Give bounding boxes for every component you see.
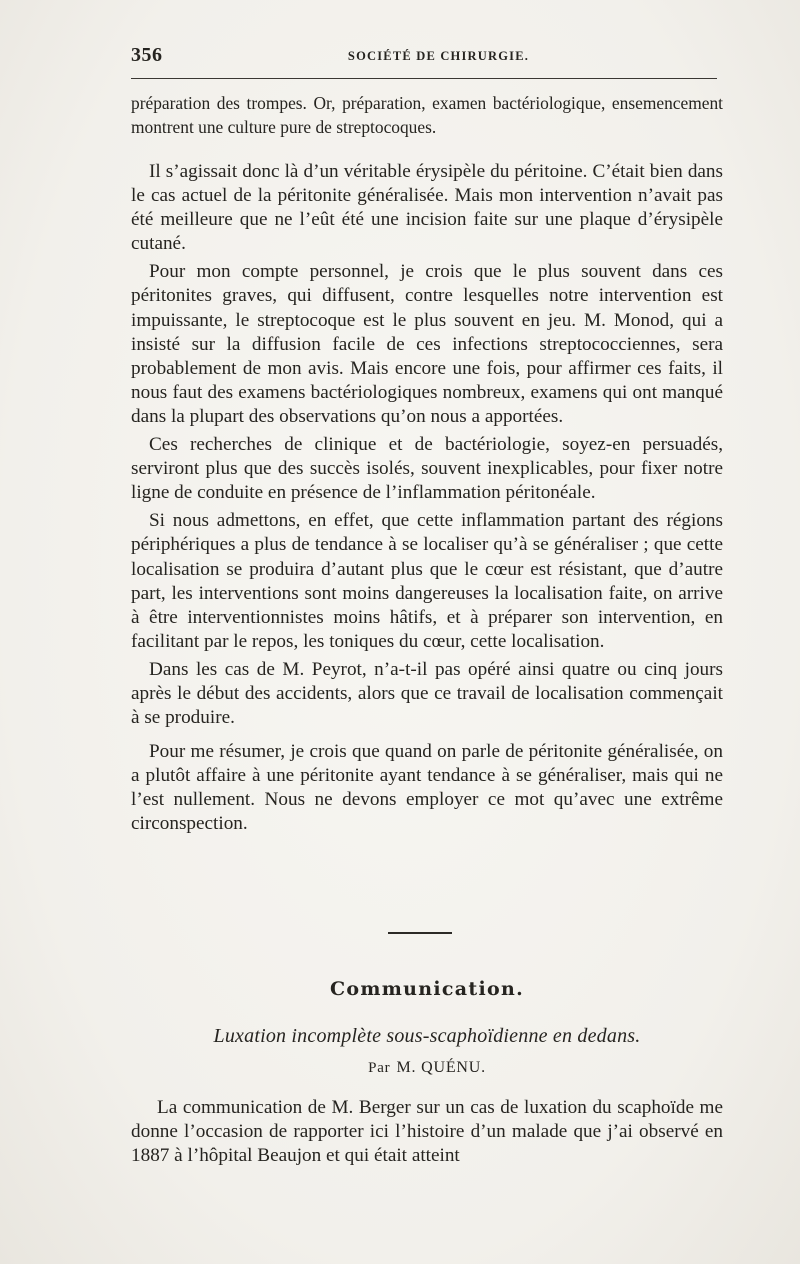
- page-header: [131, 44, 716, 72]
- byline: [131, 1059, 723, 1077]
- paragraph-continuation: préparation des trompes. Or, préparation, examen bactériologique, ensemencement montrent une culture pure de streptocoques.: [131, 93, 723, 137]
- article-title: Luxation incomplète sous-scaphoïdienne en dedans.: [213, 1025, 641, 1047]
- body-text: [131, 91, 723, 837]
- article-paragraph: La communication de M. Berger sur un cas de luxation du scaphoïde me donne l’occasion de rapporter ici l’histoire d’un malade que j’ai observé en 1887 à l’hôpital Beaujon et qui était atteint: [131, 1097, 723, 1167]
- section-heading: Communication.: [329, 978, 525, 1000]
- running-title: SOCIÉTÉ DE CHIRURGIE.: [347, 49, 530, 63]
- author-name: M. QUÉNU.: [396, 1059, 486, 1076]
- byline-prefix: Par: [368, 1060, 391, 1076]
- paragraph-compte-personnel: Pour mon compte personnel, je crois que le plus souvent dans ces péritonites graves, qui diffusent, contre lesquelles notre intervention est impuissante, le streptocoque est le plus souvent en jeu. M. Monod, qui a insisté sur la diffusion facile de ces infections streptococciennes, sera probablement de mon avis. Mais encore une fois, pour affirmer ces faits, il nous faut des examens bactériologiques nombreux, examens qui ont manqué dans la plupart des observations qu’on nous a apportées.: [131, 261, 723, 427]
- paragraph-admettons: Si nous admettons, en effet, que cette inflammation partant des régions périphériques a plus de tendance à se localiser qu’à se généraliser ; que cette localisation se produira d’autant plus que le cœur est résistant, que d’autre part, les interventions sont moins dangereuses la localisation faite, on arrive à être interventionnistes moins hâtifs, et à préparer son intervention, en facilitant par le repos, les toniques du cœur, cette localisation.: [131, 510, 723, 652]
- paragraph-recherches: Ces recherches de clinique et de bactériologie, soyez-en persuadés, serviront plus que des succès isolés, souvent inexplicables, pour fixer notre ligne de conduite en présence de l’inflammation péritonéale.: [131, 434, 723, 504]
- section-divider: [388, 932, 452, 934]
- paragraph-erysipele: Il s’agissait donc là d’un véritable érysipèle du péritoine. C’était bien dans le cas actuel de la péritonite généralisée. Mais mon intervention n’avait pas été meilleure que ne l’eût été une incision faite sur une plaque d’érysipèle cutané.: [131, 161, 723, 255]
- page-number: 356: [131, 44, 163, 66]
- article-body: [131, 1096, 723, 1169]
- paragraph-peyrot: Dans les cas de M. Peyrot, n’a-t-il pas opéré ainsi quatre ou cinq jours après le début des accidents, alors que ce travail de localisation commençait à se produire.: [131, 658, 723, 729]
- paragraph-resume: Pour me résumer, je crois que quand on parle de péritonite généralisée, on a plutôt affaire à une péritonite ayant tendance à se généraliser, mais qui ne l’est nullement. Nous ne devons employer ce mot qu’avec une extrême circonspection.: [131, 741, 723, 835]
- header-rule: [131, 78, 717, 79]
